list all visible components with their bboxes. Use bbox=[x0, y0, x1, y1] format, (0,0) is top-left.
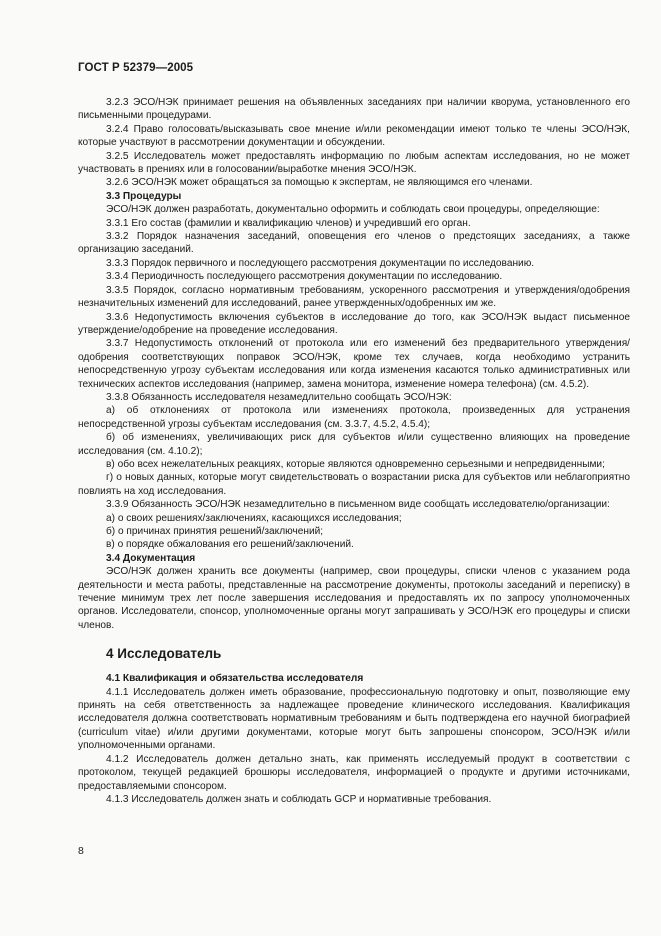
subsection-3-3-title: 3.3 Процедуры bbox=[106, 190, 182, 202]
document-header: ГОСТ Р 52379—2005 bbox=[78, 62, 194, 74]
paragraph-3-3-8: 3.3.8 Обязанность исследователя незамедлительно сообщать ЭСО/НЭК: bbox=[106, 391, 452, 403]
paragraph-3-2-3: 3.2.3 ЭСО/НЭК принимает решения на объявленных заседаниях при наличии кворума, установленного его письменными процедурами. bbox=[78, 97, 630, 122]
paragraph-3-2-5: 3.2.5 Исследователь может предоставлять информацию по любым аспектам исследования, но не может участвовать в прениях или в голосовании/выработке мнения ЭСО/НЭК. bbox=[78, 150, 630, 176]
list-item-3-3-8-b: б) об изменениях, увеличивающих риск для субъектов и/или существенно влияющих на проведение исследования (см. 4.10.2); bbox=[78, 432, 630, 457]
paragraph-3-3-7: 3.3.7 Недопустимость отклонений от протокола или его изменений без предварительного утверждения/одобрения соответствующих поправок ЭСО/НЭК, кроме тех случаев, когда необходимо устранить непосредственную угрозу субъектам исследования или когда изменения касаются только административных или технических аспектов исследования (например, замена монитора, изменение номера телефона) (см. 4.5.2). bbox=[78, 338, 630, 390]
document-page bbox=[78, 62, 630, 806]
paragraph-3-3-2: 3.3.2 Порядок назначения заседаний, оповещения его членов о предстоящих заседаниях, а также организацию заседаний. bbox=[78, 231, 630, 256]
paragraph-3-3-1: 3.3.1 Его состав (фамилии и квалификацию членов) и учредивший его орган. bbox=[106, 217, 471, 229]
section-4-title: 4 Исследователь bbox=[106, 646, 222, 662]
paragraph-4-1-1: 4.1.1 Исследователь должен иметь образование, профессиональную подготовку и опыт, позволяющие ему принять на себя ответственность за надлежащее проведение клинического исследования. Квалификация исследователя должна соответствовать нормативным требованиям и быть подтверждена его научной биографией (curriculum vitae) и/или другими документами, которые могут быть запрошены спонсором, ЭСО/НЭК и/или уполномоченными органами. bbox=[78, 686, 630, 752]
paragraph-3-2-6: 3.2.6 ЭСО/НЭК может обращаться за помощью к экспертам, не являющимся его членами. bbox=[106, 177, 533, 189]
paragraph-3-3-4: 3.3.4 Периодичность последующего рассмотрения документации по исследованию. bbox=[106, 271, 503, 283]
paragraph-3-3-5: 3.3.5 Порядок, согласно нормативным требованиям, ускоренного рассмотрения и утверждения/одобрения незначительных изменений для исследований, ранее утвержденных/одобренных им же. bbox=[78, 284, 630, 310]
paragraph-3-3-intro: ЭСО/НЭК должен разработать, документально оформить и соблюдать свои процедуры, определяющие: bbox=[106, 204, 600, 216]
paragraph-3-2-4: 3.2.4 Право голосовать/высказывать свое мнение и/или рекомендации имеют только те члены ЭСО/НЭК, которые участвуют в рассмотрении документации и обсуждении. bbox=[78, 123, 630, 149]
paragraph-3-3-9: 3.3.9 Обязанность ЭСО/НЭК незамедлительно в письменном виде сообщать исследователю/организации: bbox=[106, 499, 610, 511]
list-item-3-3-8-v: в) обо всех нежелательных реакциях, которые являются одновременно серьезными и непредвиденными; bbox=[106, 458, 605, 470]
list-item-3-3-9-a: а) о своих решениях/заключениях, касающихся исследования; bbox=[106, 512, 402, 524]
paragraph-3-3-6: 3.3.6 Недопустимость включения субъектов в исследование до того, как ЭСО/НЭК выдаст письменное утверждение/одобрение на проведение исследования. bbox=[78, 311, 630, 336]
paragraph-4-1-2: 4.1.2 Исследователь должен детально знать, как применять исследуемый продукт в соответствии с протоколом, текущей редакцией брошюры исследователя, информацией о продукте и другими источниками, предоставляемыми спонсором. bbox=[78, 753, 630, 792]
paragraph-3-4: ЭСО/НЭК должен хранить все документы (например, свои процедуры, списки членов с указанием рода деятельности и места работы, представленные на рассмотрение документы, протоколы заседаний и переписку) в течение минимум трех лет после завершения исследования и предоставлять их по запросу уполномоченных органов. Исследователи, спонсор, уполномоченные органы могут запрашивать у ЭСО/НЭК его процедуры и списки членов. bbox=[78, 566, 630, 631]
list-item-3-3-8-g: г) о новых данных, которые могут свидетельствовать о возрастании риска для субъектов или неблагоприятно повлиять на ход исследования. bbox=[78, 472, 630, 497]
page-number: 8 bbox=[78, 845, 84, 857]
paragraph-4-1-3: 4.1.3 Исследователь должен знать и соблюдать GCP и нормативные требования. bbox=[106, 793, 492, 805]
list-item-3-3-8-a: а) об отклонениях от протокола или изменениях протокола, произведенных для устранения непосредственной угрозы субъектам исследования (см. 3.3.7, 4.5.2, 4.5.4); bbox=[78, 405, 630, 430]
list-item-3-3-9-v: в) о порядке обжалования его решений/заключений. bbox=[106, 539, 354, 551]
paragraph-3-3-3: 3.3.3 Порядок первичного и последующего рассмотрения документации по исследованию. bbox=[106, 257, 535, 269]
list-item-3-3-9-b: б) о причинах принятия решений/заключений; bbox=[106, 526, 324, 537]
subsection-3-4-title: 3.4 Документация bbox=[106, 552, 196, 564]
subsection-4-1-title: 4.1 Квалификация и обязательства исследователя bbox=[106, 673, 364, 685]
